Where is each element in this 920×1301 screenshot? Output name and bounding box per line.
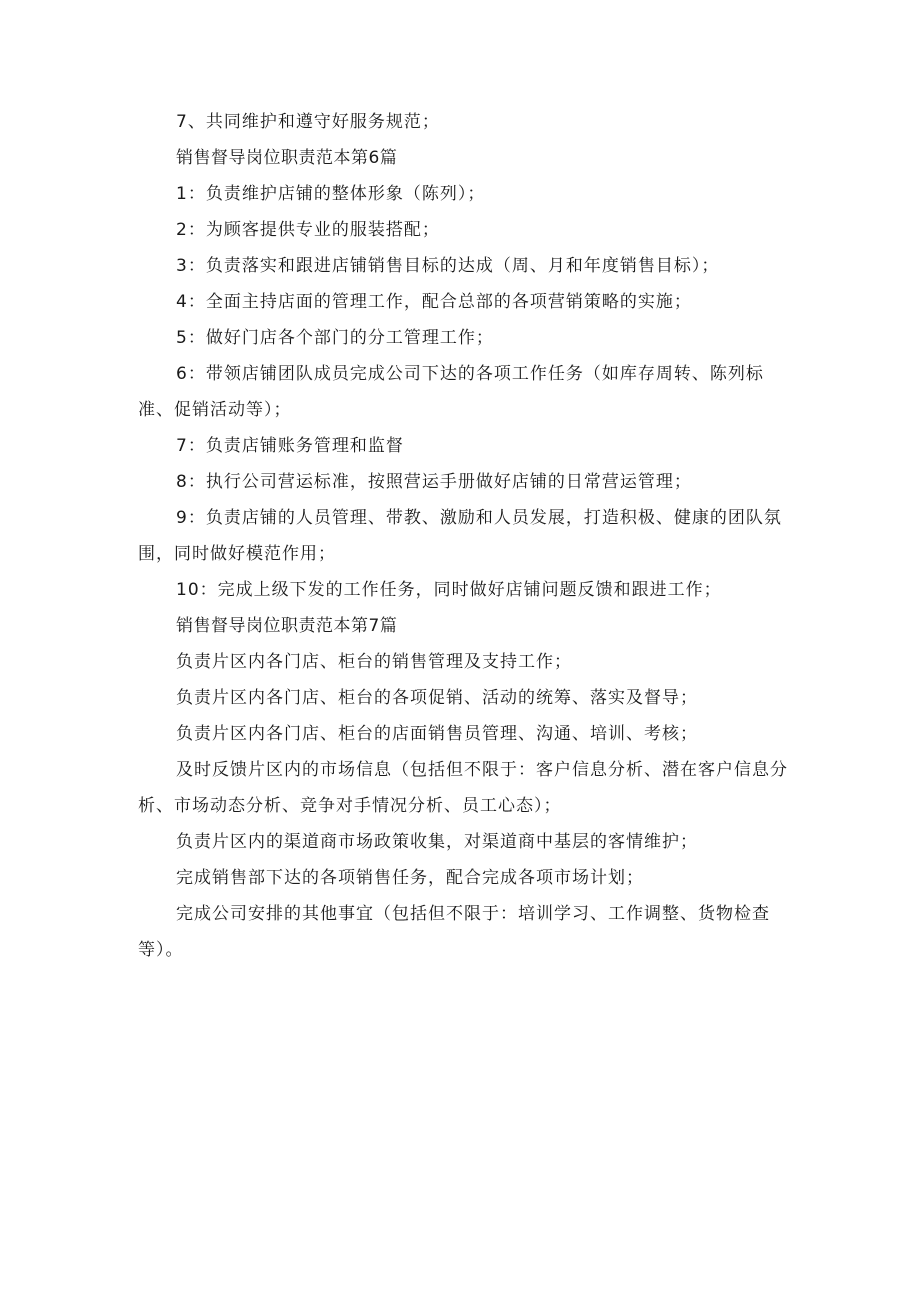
duty-paragraph-5: 负责片区内的渠道商市场政策收集，对渠道商中基层的客情维护； xyxy=(176,832,698,852)
duty-paragraph-4: 及时反馈片区内的市场信息（包括但不限于：客户信息分析、潜在客户信息分析、市场动态分析、竞争对手情况分析、员工心态）； xyxy=(138,760,788,816)
duty-item-4: 4：全面主持店面的管理工作，配合总部的各项营销策略的实施； xyxy=(176,292,692,312)
duty-item-8: 8：执行公司营运标准，按照营运手册做好店铺的日常营运管理； xyxy=(176,472,692,492)
paragraph-item-7: 7、共同维护和遵守好服务规范； xyxy=(176,112,440,132)
section-heading-6: 销售督导岗位职责范本第6篇 xyxy=(176,148,398,168)
duty-paragraph-7: 完成公司安排的其他事宜（包括但不限于：培训学习、工作调整、货物检查等）。 xyxy=(138,904,770,960)
duty-paragraph-6: 完成销售部下达的各项销售任务，配合完成各项市场计划； xyxy=(176,868,644,888)
section-heading-7: 销售督导岗位职责范本第7篇 xyxy=(176,616,398,636)
duty-item-2: 2：为顾客提供专业的服装搭配； xyxy=(176,220,440,240)
duty-item-9: 9：负责店铺的人员管理、带教、激励和人员发展，打造积极、健康的团队氛围，同时做好模范作用； xyxy=(138,508,782,564)
duty-item-10: 10：完成上级下发的工作任务，同时做好店铺问题反馈和跟进工作； xyxy=(176,580,722,600)
duty-item-6: 6：带领店铺团队成员完成公司下达的各项工作任务（如库存周转、陈列标准、促销活动等）； xyxy=(138,364,764,420)
duty-paragraph-2: 负责片区内各门店、柜台的各项促销、活动的统筹、落实及督导； xyxy=(176,688,698,708)
document-body xyxy=(138,104,788,968)
duty-item-1: 1：负责维护店铺的整体形象（陈列）； xyxy=(176,184,486,204)
duty-item-3: 3：负责落实和跟进店铺销售目标的达成（周、月和年度销售目标）； xyxy=(176,256,720,276)
duty-item-7: 7：负责店铺账务管理和监督 xyxy=(176,436,404,456)
duty-item-5: 5：做好门店各个部门的分工管理工作； xyxy=(176,328,494,348)
duty-paragraph-1: 负责片区内各门店、柜台的销售管理及支持工作； xyxy=(176,652,572,672)
duty-paragraph-3: 负责片区内各门店、柜台的店面销售员管理、沟通、培训、考核； xyxy=(176,724,698,744)
